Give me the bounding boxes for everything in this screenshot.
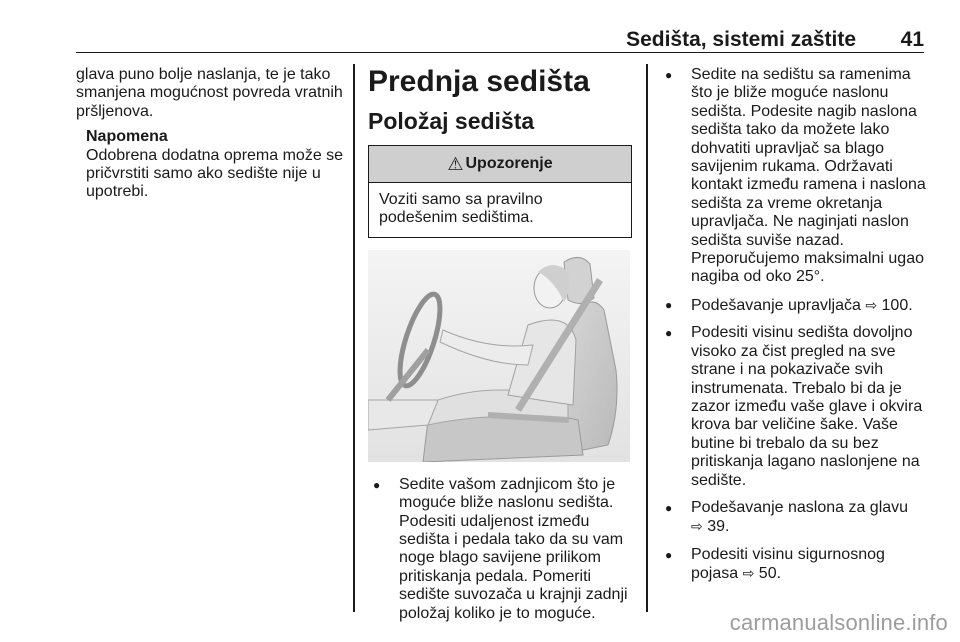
intro-paragraph: glava puno bolje naslanja, te je tako smanjena mogućnost povreda vratnih pršljenova. (76, 66, 343, 120)
watermark: carmanualsonline.info (729, 610, 948, 635)
list-item: ● Podesiti visinu sedišta dovoljno visoko za čist pregled na sve strane i na pokazivače svih instrumenata. Trebalo bi da je zazor između vaše glave i okvira krova bar veličine šake. Vaše butine bi trebalo da su bez pritiskanja lagano naslonjene na sedište. (660, 324, 930, 490)
page-reference-link[interactable]: 50. (758, 565, 782, 583)
warning-triangle-icon: ⚠ (447, 153, 464, 174)
section-heading: Prednja sedišta (368, 65, 590, 98)
left-column (76, 66, 344, 202)
warning-label: Upozorenje (465, 154, 553, 172)
list-item (660, 296, 930, 315)
page-reference-link[interactable]: 100. (881, 296, 913, 314)
column-divider-2 (646, 64, 648, 612)
warning-text: Voziti samo sa pravilno podešenim sedištima. (379, 191, 543, 227)
warning-header (369, 146, 631, 183)
list-item: ● Sedite vašom zadnjicom što je moguće bliže naslonu sedišta. Podesiti udaljenost između sedišta i pedala tako da su vam noge blago savijene prilikom pritiskanja pedala. Pomeriti sedište suvozača u krajnji zadnji položaj koliko je to moguće. (368, 476, 636, 623)
page-header (76, 28, 924, 53)
driver-seat-drawing (368, 250, 630, 462)
list-item (660, 546, 930, 584)
seat-instructions-list-continued (660, 66, 930, 584)
note-heading: Napomena (86, 128, 168, 146)
section-title: Sedišta, sistemi zaštite (626, 28, 856, 51)
page-reference-arrow-icon: ⇨ (865, 296, 878, 313)
list-item-text: Podešavanje naslona za glavu (691, 498, 909, 516)
list-item-text: Podešavanje upravljača (691, 296, 861, 314)
page-reference-link[interactable]: 39. (707, 518, 730, 536)
warning-box (368, 145, 632, 238)
column-divider-1 (353, 64, 355, 612)
note-block (86, 128, 344, 202)
list-item-text: Podesiti visinu sigurnosnog pojasa (691, 545, 885, 583)
page-reference-arrow-icon: ⇨ (691, 518, 703, 535)
subsection-heading: Položaj sedišta (368, 108, 535, 134)
note-text: Odobrena dodatna oprema može se pričvrstiti samo ako sedište nije u upotrebi. (86, 146, 344, 201)
middle-column (368, 66, 636, 632)
page-number: 41 (900, 28, 924, 51)
seat-position-illustration (368, 250, 630, 462)
list-item (660, 499, 930, 537)
right-column (660, 66, 930, 593)
list-item: ● Sedite na sedištu sa ramenima što je bliže moguće naslonu sedišta. Podesite nagib naslona sedišta tako da možete lako dohvatiti upravljač sa blago savijenim rukama. Održavati kontakt između ramena i naslona sedišta za vreme okretanja upravljača. Ne naginjati naslon sedišta suviše nazad. Preporučujemo maksimalni ugao nagiba od oko 25°. (660, 66, 930, 287)
page-reference-arrow-icon: ⇨ (742, 565, 755, 582)
seat-instructions-list (368, 476, 636, 623)
